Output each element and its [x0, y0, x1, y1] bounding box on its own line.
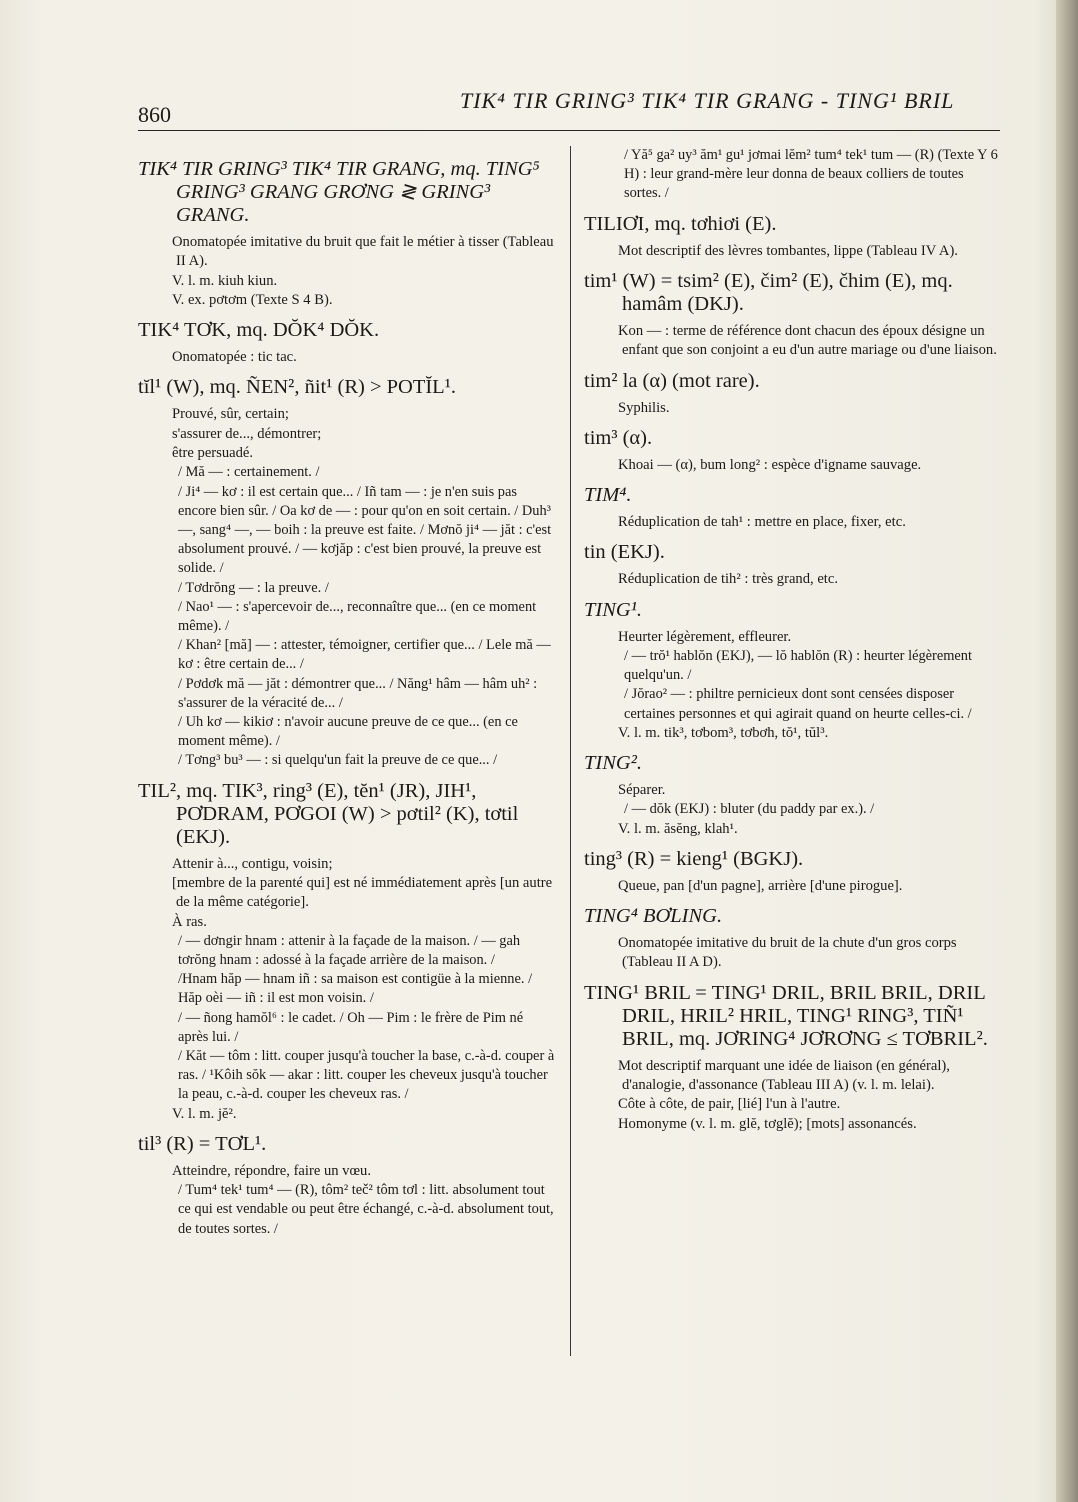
headword: TING⁴ BƠLING.	[584, 905, 723, 928]
definition: Mot descriptif des lèvres tombantes, lippe (Tableau IV A).	[618, 242, 958, 259]
entry-tik-tok	[138, 319, 556, 367]
entry-til-3	[138, 1133, 556, 1239]
see-also: V. l. m. ăsĕng, klah¹.	[618, 820, 738, 837]
definition: Séparer.	[618, 782, 666, 799]
definition: [membre de la parenté qui] est né immédiatement après [un autre de la même catégorie].	[172, 874, 553, 911]
definition: Onomatopée imitative du bruit de la chute d'un gros corps (Tableau II A D).	[618, 935, 957, 971]
running-head: TIK⁴ TIR GRING³ TIK⁴ TIR GRANG - TING¹ BRIL	[460, 88, 955, 113]
definition: Attenir à..., contigu, voisin;	[172, 855, 333, 872]
example: / Jŏrao² — : philtre pernicieux dont sont censées disposer certaines personnes et qui agirait quand on heurte celles-ci. /	[624, 686, 972, 722]
definition: Réduplication de tah¹ : mettre en place, fixer, etc.	[618, 514, 906, 531]
headword: TIK⁴ TƠK, mq. DŎK⁴ DŎK.	[138, 319, 380, 342]
example: / Ji⁴ — kơ : il est certain que... / Iñ tam — : je n'en suis pas encore bien sûr. / Oa kơ de — : pour qu'on en soit certain. / Duh³ —, sang⁴ —, — boih : la preuve est faite. / Mơnŏ ji⁴ — jăt : c'est absolument prouvé. / — kơjăp : c'est bien prouvé, la preuve est solide. /	[178, 483, 552, 577]
entry-til-2	[138, 780, 556, 1124]
left-column	[138, 150, 556, 1248]
example: / Pơdơk mă — jăt : démontrer que... / Năng¹ hâm — hâm uh² : s'assurer de la véracité de... /	[178, 675, 538, 711]
see-also: V. l. m. jĕ².	[172, 1105, 237, 1122]
column-divider	[570, 146, 571, 1356]
header-rule	[138, 130, 1000, 131]
see-also: V. l. m. tik³, tơbom³, tơbơh, tŏ¹, tŭl³.	[618, 724, 829, 741]
example: / Yă⁵ ga² uy³ ăm¹ gu¹ jơmai lĕm² tum⁴ tek¹ tum — (R) (Texte Y 6 H) : leur grand-mère leur donna de beaux colliers de toutes sortes. /	[624, 147, 998, 202]
definition: Syphilis.	[618, 399, 670, 416]
definition: Onomatopée imitative du bruit que fait le métier à tisser (Tableau II A).	[172, 234, 554, 270]
headword: TILIƠI, mq. tơhiơi (E).	[584, 212, 777, 235]
definition: Khoai — (α), bum long² : espèce d'igname sauvage.	[618, 456, 922, 473]
headword: tim³ (α).	[584, 426, 653, 449]
entry-tin	[584, 541, 1004, 589]
definition: s'assurer de..., démontrer;	[172, 425, 322, 442]
entry-tim-4	[584, 484, 1004, 532]
entry-ting-3	[584, 848, 1004, 896]
example: /Hnam hăp — hnam iñ : sa maison est contigüe à la mienne. / Hăp oèi — iñ : il est mon voisin. /	[178, 971, 533, 1007]
example: / Uh kơ — kikiơ : n'avoir aucune preuve de ce que... (en ce moment même). /	[178, 714, 518, 750]
example: / Nao¹ — : s'apercevoir de..., reconnaître que... (en ce moment même). /	[178, 598, 537, 634]
definition: À ras.	[172, 913, 207, 930]
headword: tin (EKJ).	[584, 541, 665, 564]
see-example: V. ex. pơtơm (Texte S 4 B).	[172, 291, 333, 308]
example: / Tum⁴ tek¹ tum⁴ — (R), tôm² tеč² tôm tơl : litt. absolument tout ce qui est vendable ou peut être échangé, c.-à-d. absolument tout, de toutes sortes. /	[178, 1182, 554, 1237]
example: / — ñong hamŏl⁶ : le cadet. / Oh — Pim : le frère de Pim né après lui. /	[178, 1009, 524, 1045]
headword: TIK⁴ TIR GRING³ TIK⁴ TIR GRANG, mq. TING⁵ GRING³ GRANG GRƠNG ≷ GRING³ GRANG.	[138, 158, 540, 226]
entry-ting-1-bril	[584, 982, 1004, 1134]
entry-continuation	[584, 146, 1004, 204]
entry-ting-1	[584, 599, 1004, 743]
headword: TING¹.	[584, 598, 642, 621]
definition: Réduplication de tih² : très grand, etc.	[618, 571, 838, 588]
example: / Kăt — tôm : litt. couper jusqu'à toucher la base, c.-à-d. couper à ras. / ¹Kôih sŏk — akar : litt. couper les cheveux jusqu'à toucher la peau, c.-à-d. couper les cheveux ras. /	[178, 1048, 555, 1103]
headword: tĭl¹ (W), mq. ÑEN², ñit¹ (R) > POTĬL¹.	[138, 376, 456, 399]
headword: TING².	[584, 752, 642, 775]
entry-tim-2	[584, 370, 1004, 418]
entry-til-1	[138, 376, 556, 770]
definition: Heurter légèrement, effleurer.	[618, 628, 792, 645]
example: / — trŏ¹ hablŏn (EKJ), — lŏ hablŏn (R) : heurter légèrement quelqu'un. /	[624, 647, 972, 684]
example: / Mă — : certainement. /	[178, 464, 320, 481]
definition: Atteindre, répondre, faire un vœu.	[172, 1162, 371, 1179]
headword: TIM⁴.	[584, 484, 632, 507]
headword: til³ (R) = TƠL¹.	[138, 1132, 267, 1155]
example: / Tơng³ bu³ — : si quelqu'un fait la preuve de ce que... /	[178, 752, 498, 769]
entry-ting-2	[584, 752, 1004, 839]
definition: être persuadé.	[172, 445, 254, 462]
headword: tim¹ (W) = tsim² (E), čim² (E), čhim (E), mq. hamâm (DKJ).	[584, 269, 953, 315]
headword: TING¹ BRIL = TING¹ DRIL, BRIL BRIL, DRIL DRIL, HRIL² HRIL, TING¹ RING³, TIÑ¹ BRIL, mq. JƠRING⁴ JƠRƠNG ≤ TƠBRIL².	[584, 981, 988, 1050]
entry-tim-1	[584, 270, 1004, 361]
example: / — dơngir hnam : attenir à la façade de la maison. / — gah tơrŏng hnam : adossé à la façade arrière de la maison. /	[178, 932, 521, 969]
headword: TIL², mq. TIK³, ring³ (E), tĕn¹ (JR), JIH¹, PƠDRAM, PƠGOI (W) > pơtil² (K), tơtil (EKJ).	[138, 779, 519, 848]
see-also: V. l. m. kiuh kiun.	[172, 272, 278, 289]
book-spine-shadow	[1056, 0, 1078, 1502]
page-number: 860	[138, 102, 171, 127]
definition: Côte à côte, de pair, [lié] l'un à l'autre.	[618, 1096, 841, 1113]
definition: Onomatopée : tic tac.	[172, 349, 297, 366]
entry-ting-4-boling	[584, 905, 1004, 973]
definition: Kon — : terme de référence dont chacun des époux désigne un enfant que son conjoint a eu d'un autre mariage ou d'une liaison.	[618, 322, 997, 359]
definition: Prouvé, sûr, certain;	[172, 406, 289, 423]
headword: tim² la (α) (mot rare).	[584, 369, 760, 392]
example: / — dŏk (EKJ) : bluter (du paddy par ex.). /	[624, 801, 875, 818]
entry-tik-tir-gring	[138, 158, 556, 310]
entry-tilioi	[584, 213, 1004, 261]
example: / Khan² [mă] — : attester, témoigner, certifier que... / Lele mă — kơ : être certain de... /	[178, 637, 551, 673]
entry-tim-3	[584, 427, 1004, 475]
headword: ting³ (R) = kieng¹ (BGKJ).	[584, 847, 804, 870]
example: / Tơdrŏng — : la preuve. /	[178, 579, 329, 596]
right-column	[584, 146, 1004, 1143]
definition: Homonyme (v. l. m. glĕ, tơglĕ); [mots] assonancés.	[618, 1115, 917, 1132]
definition: Queue, pan [d'un pagne], arrière [d'une pirogue].	[618, 877, 903, 894]
definition: Mot descriptif marquant une idée de liaison (en général), d'analogie, d'assonance (Tableau III A) (v. l. m. lelai).	[618, 1057, 950, 1094]
